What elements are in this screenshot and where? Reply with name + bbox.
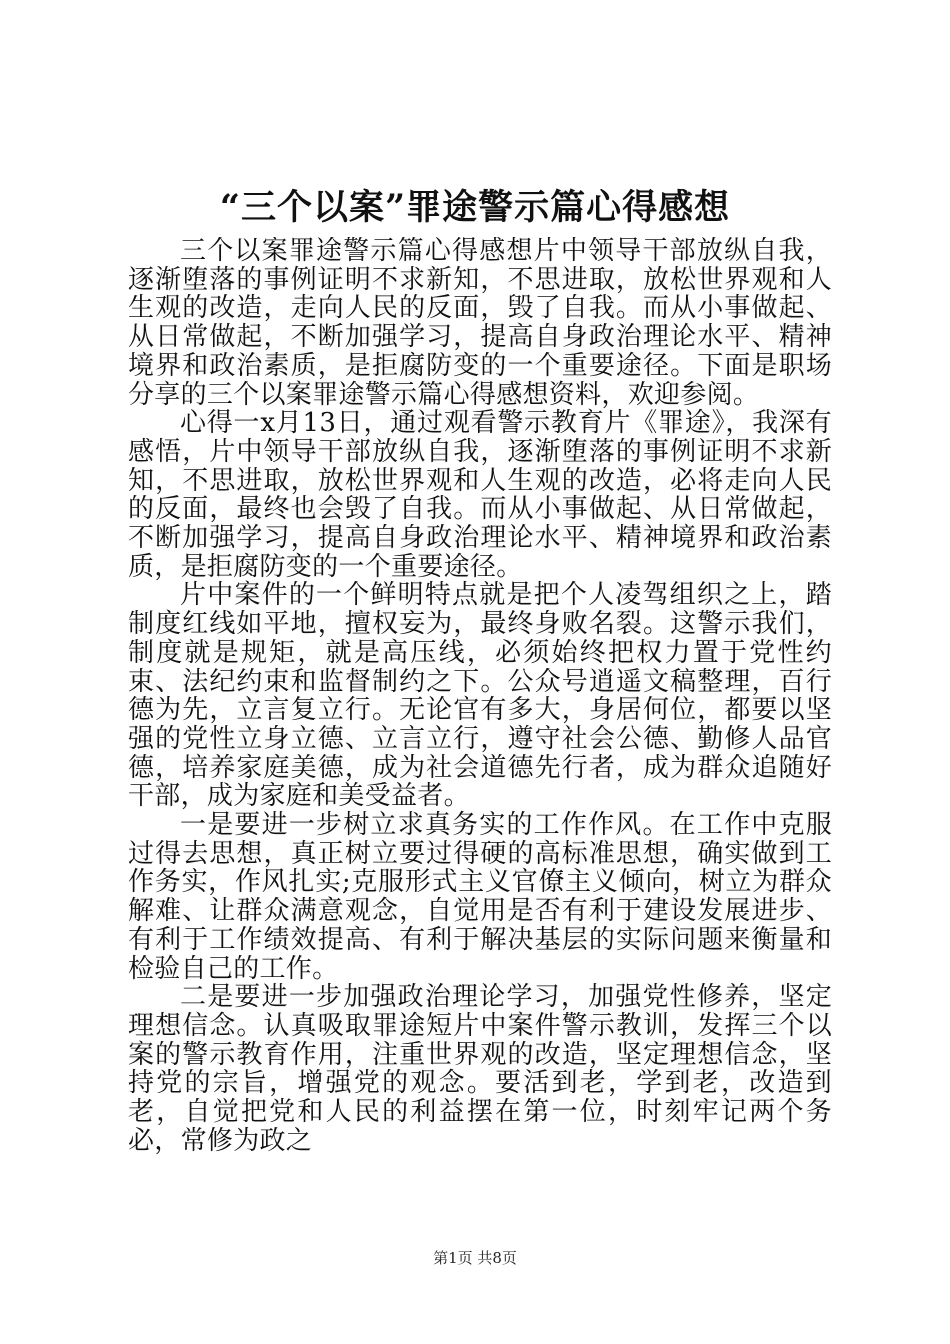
document-title: “三个以案”罪途警示篇心得感想 [219,187,731,228]
paragraph-reflection-one: 心得一x月13日，通过观看警示教育片《罪途》，我深有感悟，片中领导干部放纵自我，逐渐堕落的事例证明不求新知，不思进取，放松世界观和人生观的改造，必将走向人民的反面，最终也会毁了自我。而从小事做起、从日常做起，不断加强学习，提高自身政治理论水平、精神境界和政治素质，是拒腐防变的一个重要途径。 [128,408,832,582]
page-number-footer: 第1页 共8页 [433,1249,517,1267]
document-body [128,237,832,1195]
paragraph-case-feature: 片中案件的一个鲜明特点就是把个人凌驾组织之上，踏制度红线如平地，擅权妄为，最终身败名裂。这警示我们，制度就是规矩，就是高压线，必须始终把权力置于党性约束、法纪约束和监督制约之下。公众号逍遥文稿整理，百行德为先，立言复立行。无论官有多大，身居何位，都要以坚强的党性立身立德、立言立行，遵守社会公德、勤修人品官德，培养家庭美德，成为社会道德先行者，成为群众追随好干部，成为家庭和美受益者。 [128,580,832,812]
paragraph-point-one: 一是要进一步树立求真务实的工作作风。在工作中克服过得去思想，真正树立要过得硬的高标准思想，确实做到工作务实，作风扎实;克服形式主义官僚主义倾向，树立为群众解难、让群众满意观念，自觉用是否有利于建设发展进步、有利于工作绩效提高、有利于解决基层的实际问题来衡量和检验自己的工作。 [128,810,832,984]
paragraph-intro: 三个以案罪途警示篇心得感想片中领导干部放纵自我，逐渐堕落的事例证明不求新知，不思进取，放松世界观和人生观的改造，走向人民的反面，毁了自我。而从小事做起、从日常做起，不断加强学习，提高自身政治理论水平、精神境界和政治素质，是拒腐防变的一个重要途径。下面是职场分享的三个以案罪途警示篇心得感想资料，欢迎参阅。 [128,237,832,410]
paragraph-point-two: 二是要进一步加强政治理论学习，加强党性修养，坚定理想信念。认真吸取罪途短片中案件警示教训，发挥三个以案的警示教育作用，注重世界观的改造，坚定理想信念，坚持党的宗旨，增强党的观念。要活到老，学到老，改造到老，自觉把党和人民的利益摆在第一位，时刻牢记两个务必，常修为政之 [128,982,832,1156]
